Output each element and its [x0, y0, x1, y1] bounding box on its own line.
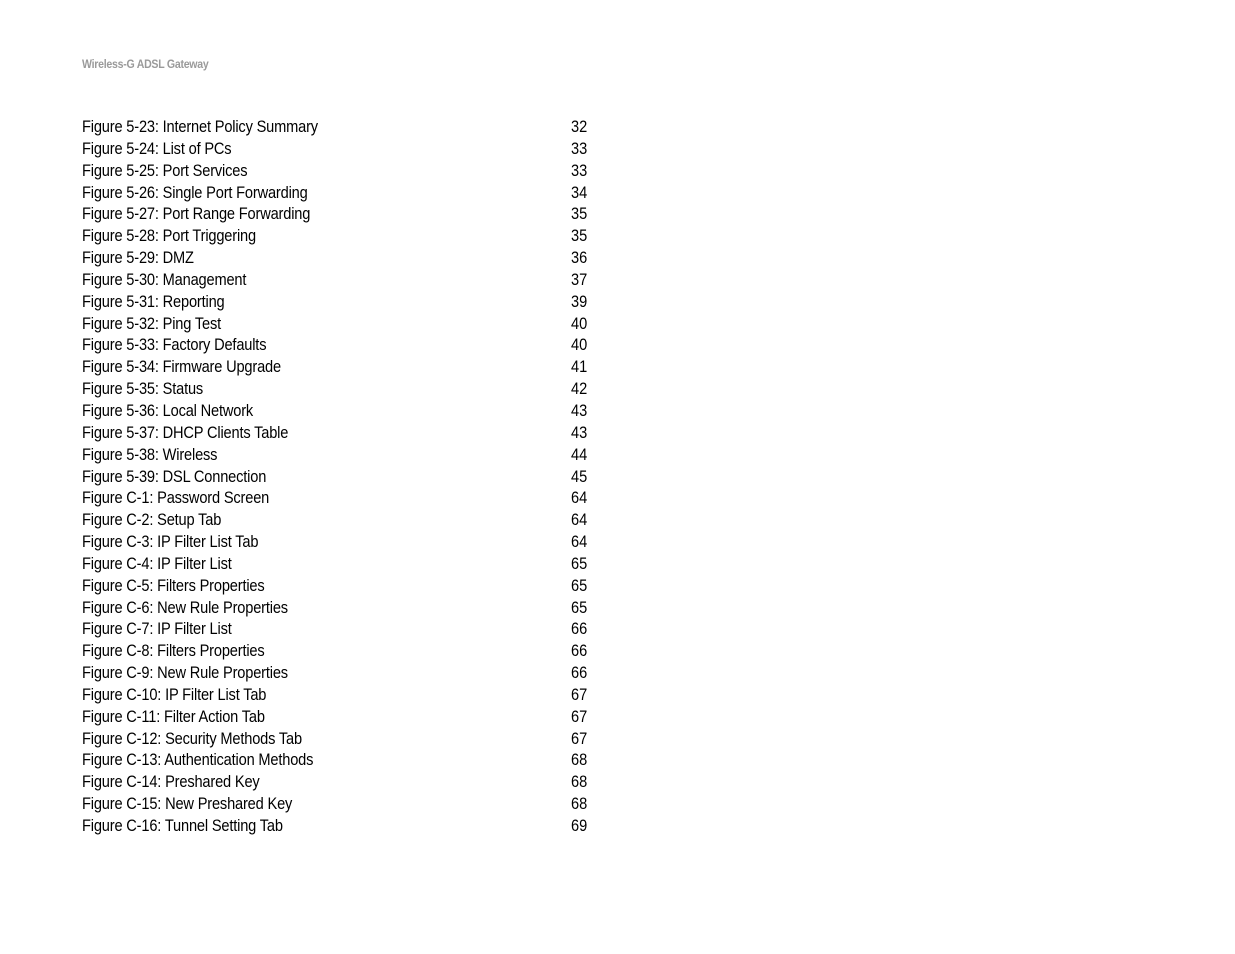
figure-title: Figure C-12: Security Methods Tab	[82, 728, 302, 748]
list-item	[82, 203, 602, 225]
list-item	[82, 466, 602, 488]
running-header-title: Wireless-G ADSL Gateway	[82, 57, 209, 71]
figure-title: Figure 5-37: DHCP Clients Table	[82, 422, 289, 442]
list-item	[82, 793, 602, 815]
list-item	[82, 116, 602, 138]
figure-title: Figure C-15: New Preshared Key	[82, 794, 293, 814]
figure-title: Figure 5-32: Ping Test	[82, 313, 221, 333]
list-of-figures	[82, 116, 602, 837]
figure-title: Figure 5-23: Internet Policy Summary	[82, 117, 318, 136]
list-item	[82, 706, 602, 728]
page-number: 39	[571, 291, 588, 311]
list-item	[82, 269, 602, 291]
list-item	[82, 356, 602, 378]
page-number: 33	[571, 160, 588, 180]
list-item	[82, 815, 602, 837]
page-number: 65	[571, 597, 588, 617]
figure-title: Figure 5-27: Port Range Forwarding	[82, 204, 311, 224]
figure-title: Figure 5-31: Reporting	[82, 291, 225, 311]
list-item	[82, 422, 602, 444]
figure-title: Figure C-6: New Rule Properties	[82, 597, 288, 617]
list-item	[82, 444, 602, 466]
list-item	[82, 378, 602, 400]
page-number: 43	[571, 422, 588, 442]
figure-title: Figure 5-25: Port Services	[82, 160, 248, 180]
page-number: 67	[571, 684, 588, 704]
list-item	[82, 291, 602, 313]
page-number: 37	[571, 269, 588, 289]
list-item	[82, 182, 602, 204]
page-number: 45	[571, 466, 588, 486]
figure-title: Figure 5-36: Local Network	[82, 400, 254, 420]
figure-title: Figure C-14: Preshared Key	[82, 772, 260, 792]
list-item	[82, 749, 602, 771]
figure-title: Figure 5-39: DSL Connection	[82, 466, 267, 486]
page-number: 36	[571, 248, 588, 268]
list-item	[82, 553, 602, 575]
list-item	[82, 640, 602, 662]
page-number: 41	[571, 357, 588, 377]
figure-title: Figure 5-30: Management	[82, 269, 247, 289]
figure-title: Figure 5-29: DMZ	[82, 248, 194, 268]
figure-title: Figure C-5: Filters Properties	[82, 575, 265, 595]
page-number: 66	[571, 641, 588, 661]
page-number: 68	[571, 772, 588, 792]
list-item	[82, 662, 602, 684]
figure-title: Figure C-3: IP Filter List Tab	[82, 532, 259, 552]
figure-title: Figure C-11: Filter Action Tab	[82, 706, 265, 726]
list-item	[82, 618, 602, 640]
page-number: 66	[571, 619, 588, 639]
page-number: 67	[571, 706, 588, 726]
page-number: 40	[571, 313, 588, 333]
list-item	[82, 160, 602, 182]
page-number: 32	[571, 117, 588, 136]
page-number: 34	[571, 182, 588, 202]
figure-title: Figure C-10: IP Filter List Tab	[82, 684, 267, 704]
list-item	[82, 400, 602, 422]
list-item	[82, 334, 602, 356]
page-number: 67	[571, 728, 588, 748]
page-number: 64	[571, 532, 588, 552]
list-item	[82, 728, 602, 750]
list-item	[82, 597, 602, 619]
page-number: 65	[571, 575, 588, 595]
figure-title: Figure C-7: IP Filter List	[82, 619, 232, 639]
figure-title: Figure C-1: Password Screen	[82, 488, 270, 508]
list-item	[82, 247, 602, 269]
figure-title: Figure 5-38: Wireless	[82, 444, 218, 464]
figure-title: Figure 5-35: Status	[82, 379, 204, 399]
page-number: 69	[571, 816, 588, 835]
figure-title: Figure C-4: IP Filter List	[82, 553, 232, 573]
figure-title: Figure 5-34: Firmware Upgrade	[82, 357, 281, 377]
figure-title: Figure C-2: Setup Tab	[82, 510, 222, 530]
list-item	[82, 138, 602, 160]
figure-title: Figure C-13: Authentication Methods	[82, 750, 314, 770]
page-number: 35	[571, 226, 588, 246]
list-item	[82, 575, 602, 597]
list-item	[82, 684, 602, 706]
list-item	[82, 225, 602, 247]
page-number: 68	[571, 750, 588, 770]
figure-title: Figure 5-24: List of PCs	[82, 138, 232, 158]
page-number: 43	[571, 400, 588, 420]
figure-title: Figure 5-28: Port Triggering	[82, 226, 256, 246]
list-item	[82, 487, 602, 509]
page-number: 40	[571, 335, 588, 355]
page-number: 33	[571, 138, 588, 158]
page-number: 64	[571, 488, 588, 508]
page-number: 42	[571, 379, 588, 399]
page-number: 66	[571, 663, 588, 683]
page-number: 44	[571, 444, 588, 464]
list-item	[82, 771, 602, 793]
figure-title: Figure C-8: Filters Properties	[82, 641, 265, 661]
list-item	[82, 531, 602, 553]
list-item	[82, 313, 602, 335]
figure-title: Figure 5-26: Single Port Forwarding	[82, 182, 308, 202]
figure-title: Figure 5-33: Factory Defaults	[82, 335, 267, 355]
figure-title: Figure C-9: New Rule Properties	[82, 663, 288, 683]
page-number: 35	[571, 204, 588, 224]
list-item	[82, 509, 602, 531]
page-number: 68	[571, 794, 588, 814]
figure-title: Figure C-16: Tunnel Setting Tab	[82, 816, 283, 835]
page-number: 64	[571, 510, 588, 530]
page-number: 65	[571, 553, 588, 573]
